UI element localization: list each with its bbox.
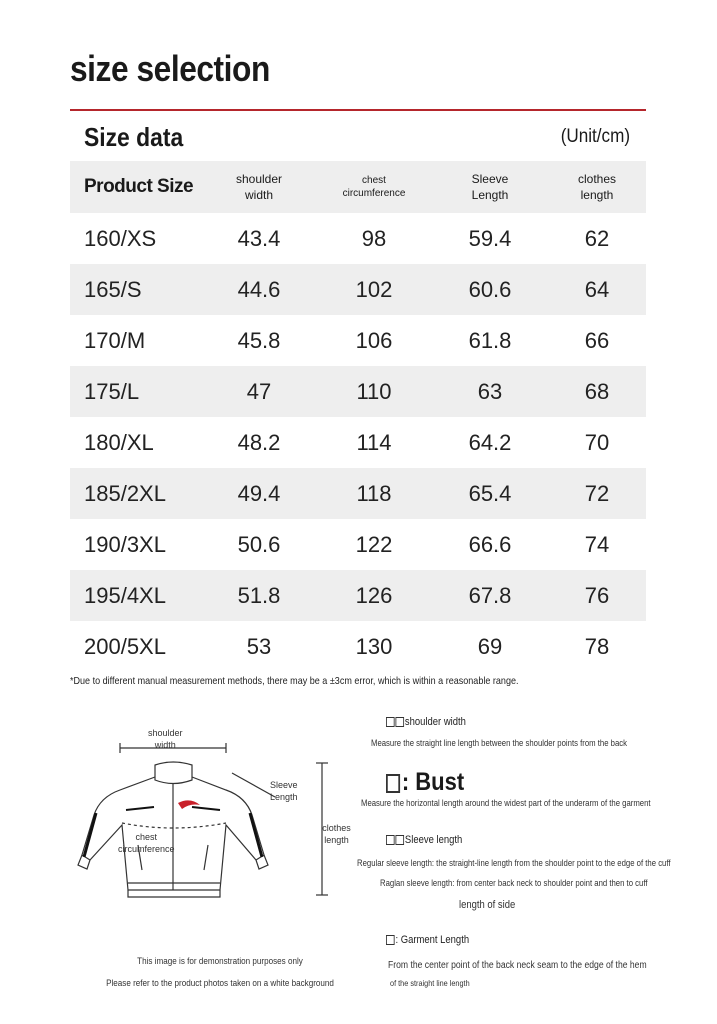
cell-chest: 98 — [361, 225, 387, 251]
cell-shoulder: 50.6 — [237, 531, 281, 557]
size-table — [70, 161, 646, 672]
unit-label: (Unit/cm) — [560, 126, 630, 147]
sleeve-length-label: Sleeve Length — [270, 780, 298, 802]
section-heading: Size data — [84, 122, 184, 152]
cell-sleeve: 64.2 — [468, 429, 512, 455]
cell-size: 190/3XL — [84, 531, 166, 557]
header-shoulder-width: shoulder width — [235, 172, 283, 202]
header-chest-circumference: chest circumference — [342, 175, 406, 199]
table-header-row — [70, 161, 646, 213]
cell-sleeve: 63 — [477, 378, 503, 404]
cell-shoulder: 49.4 — [237, 480, 281, 506]
cell-sleeve: 59.4 — [468, 225, 512, 251]
cell-chest: 126 — [355, 582, 393, 608]
cell-length: 66 — [584, 327, 610, 353]
cell-length: 68 — [584, 378, 610, 404]
cell-length: 76 — [584, 582, 610, 608]
cell-shoulder: 44.6 — [237, 276, 281, 302]
missing-glyph-icon — [386, 717, 395, 727]
missing-glyph-icon — [395, 717, 404, 727]
garment-length-title: : Garment Length — [386, 934, 469, 946]
clothes-length-label: clothes length — [322, 823, 351, 845]
table-row — [70, 213, 646, 264]
cell-size: 195/4XL — [84, 582, 166, 608]
table-row — [70, 417, 646, 468]
cell-chest: 114 — [356, 429, 392, 455]
cell-size: 180/XL — [84, 429, 154, 455]
cell-shoulder: 47 — [246, 378, 272, 404]
header-clothes-length: clothes length — [577, 172, 617, 202]
sleeve-length-title: Sleeve length — [386, 834, 462, 846]
cell-sleeve: 69 — [477, 633, 503, 659]
shoulder-width-desc: Measure the straight line length between the shoulder points from the back — [371, 738, 628, 748]
cell-size: 165/S — [84, 276, 142, 302]
footnote: *Due to different manual measurement methods, there may be a ±3cm error, which is within a reasonable range. — [70, 675, 519, 687]
cell-shoulder: 48.2 — [237, 429, 281, 455]
demo-caption-2: Please refer to the product photos taken on a white background — [106, 978, 334, 988]
missing-glyph-icon — [386, 774, 400, 793]
garment-desc-1: From the center point of the back neck seam to the edge of the hem — [388, 960, 647, 971]
cell-chest: 118 — [356, 480, 392, 506]
table-row — [70, 570, 646, 621]
cell-chest: 122 — [355, 531, 393, 557]
table-row — [70, 621, 646, 672]
cell-chest: 102 — [355, 276, 393, 302]
jacket-diagram — [60, 715, 360, 1015]
chest-circumference-label: chest circumference — [118, 832, 175, 854]
missing-glyph-icon — [395, 835, 404, 845]
page-title: size selection — [70, 48, 270, 89]
header-product-size: Product Size — [84, 176, 194, 197]
missing-glyph-icon — [386, 935, 395, 945]
sleeve-desc-raglan: Raglan sleeve length: from center back neck to shoulder point and then to cuff — [380, 878, 648, 888]
shoulder-width-title: shoulder width — [386, 716, 466, 728]
collar — [155, 762, 192, 784]
sleeve-arrow — [232, 773, 275, 797]
chest-line — [122, 823, 226, 828]
cell-size: 185/2XL — [84, 480, 166, 506]
bust-desc: Measure the horizontal length around the widest part of the underarm of the garment — [361, 798, 651, 808]
cell-length: 78 — [584, 633, 610, 659]
cell-shoulder: 45.8 — [237, 327, 281, 353]
cell-size: 170/M — [84, 327, 146, 353]
table-row — [70, 264, 646, 315]
cell-length: 64 — [584, 276, 610, 302]
cell-chest: 106 — [355, 327, 393, 353]
cell-shoulder: 53 — [246, 633, 272, 659]
sleeve-desc-side: length of side — [459, 899, 516, 911]
garment-desc-2: of the straight line length — [390, 978, 470, 988]
table-row — [70, 519, 646, 570]
table-row — [70, 468, 646, 519]
cell-sleeve: 67.8 — [468, 582, 512, 608]
cell-length: 70 — [584, 429, 610, 455]
cell-length: 62 — [584, 225, 610, 251]
shoulder-width-label: shoulder width — [148, 728, 183, 750]
header-sleeve-length: Sleeve Length — [471, 172, 509, 202]
cell-size: 160/XS — [84, 225, 157, 251]
cell-sleeve: 65.4 — [468, 480, 512, 506]
cell-length: 74 — [584, 531, 610, 557]
cell-sleeve: 60.6 — [468, 276, 512, 302]
cell-shoulder: 51.8 — [237, 582, 281, 608]
title-divider — [70, 109, 646, 111]
cell-chest: 110 — [356, 378, 392, 404]
cell-shoulder: 43.4 — [237, 225, 281, 251]
table-row — [70, 366, 646, 417]
cell-chest: 130 — [355, 633, 393, 659]
cell-length: 72 — [584, 480, 610, 506]
table-row — [70, 315, 646, 366]
cell-sleeve: 61.8 — [468, 327, 512, 353]
cell-size: 175/L — [84, 378, 140, 404]
cell-sleeve: 66.6 — [468, 531, 512, 557]
demo-caption-1: This image is for demonstration purposes only — [137, 956, 303, 966]
bust-title: : Bust — [386, 768, 464, 797]
missing-glyph-icon — [386, 835, 395, 845]
cell-size: 200/5XL — [84, 633, 166, 659]
sleeve-desc-regular: Regular sleeve length: the straight-line length from the shoulder point to the edge of the cuff — [357, 858, 671, 868]
